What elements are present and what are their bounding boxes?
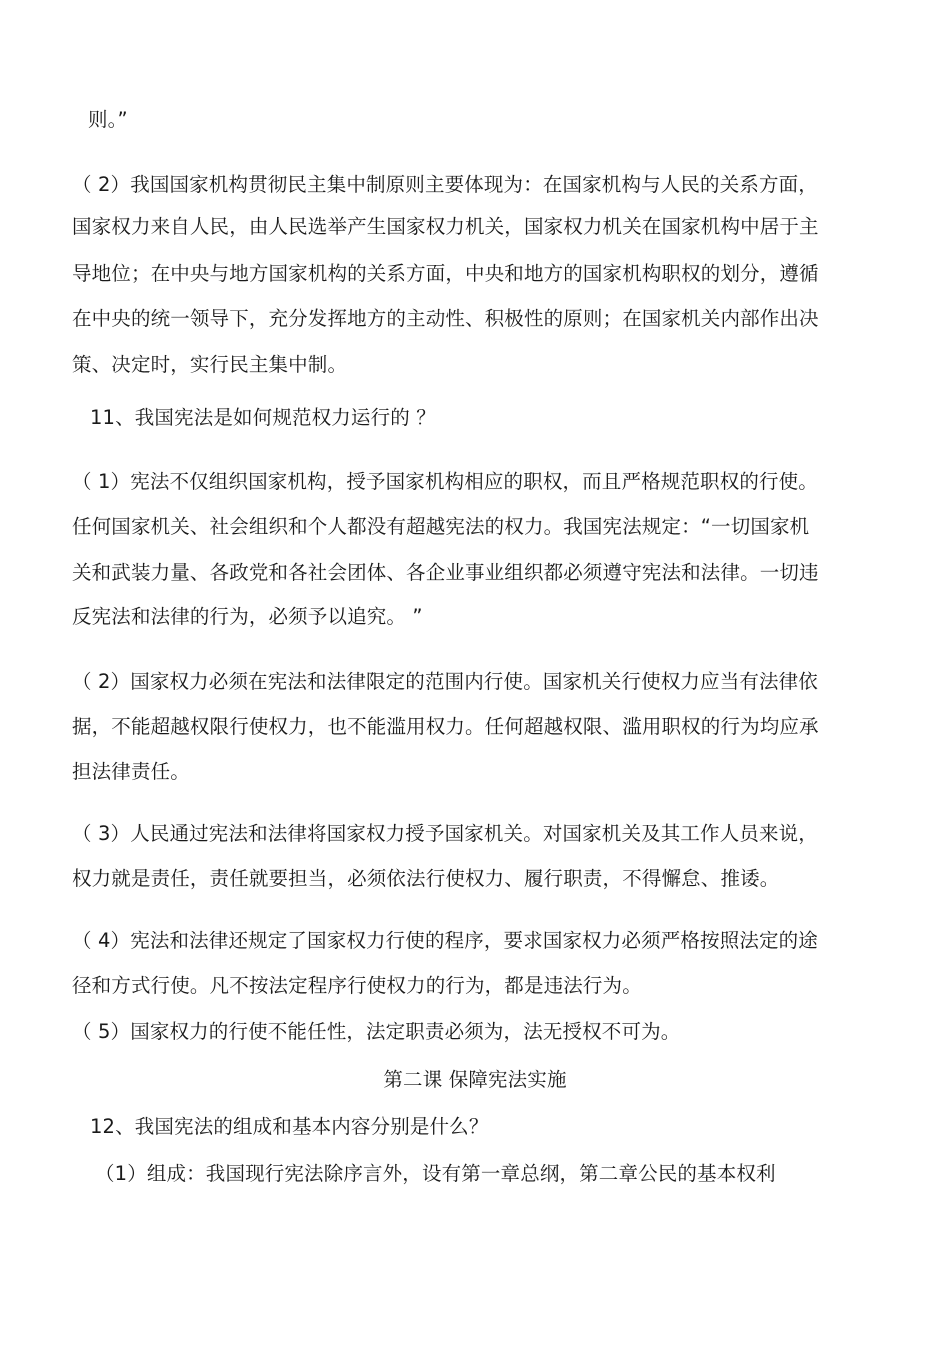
text-line: 任何国家机关、社会组织和个人都没有超越宪法的权力。我国宪法规定：“一切国家机: [72, 515, 810, 538]
text-line: 策、决定时，实行民主集中制。: [72, 353, 348, 376]
text-line: 国家权力来自人民，由人民选举产生国家权力机关，国家权力机关在国家机构中居于主: [72, 215, 819, 238]
text-line: （ 4）宪法和法律还规定了国家权力行使的程序，要求国家权力必须严格按照法定的途: [72, 929, 818, 952]
text-line: 反宪法和法律的行为，必须予以追究。 ”: [72, 605, 423, 628]
question-heading-11: 11、我国宪法是如何规范权力运行的 ？: [90, 406, 436, 429]
text-line: 径和方式行使。凡不按法定程序行使权力的行为，都是违法行为。: [72, 974, 642, 997]
text-line: （ 5）国家权力的行使不能任性，法定职责必须为，法无授权不可为。: [72, 1020, 681, 1043]
text-line: （ 1）宪法不仅组织国家机构，授予国家机构相应的职权，而且严格规范职权的行使。: [72, 470, 818, 493]
question-heading-12: 12、我国宪法的组成和基本内容分别是什么？: [90, 1115, 489, 1138]
text-line: 据，不能超越权限行使权力，也不能滥用权力。任何超越权限、滥用职权的行为均应承: [72, 715, 819, 738]
text-line: 在中央的统一领导下，充分发挥地方的主动性、积极性的原则；在国家机关内部作出决: [72, 307, 819, 330]
text-line: （ 2）我国国家机构贯彻民主集中制原则主要体现为：在国家机构与人民的关系方面，: [72, 173, 818, 196]
text-line: （ 2）国家权力必须在宪法和法律限定的范围内行使。国家机关行使权力应当有法律依: [72, 670, 818, 693]
text-line-continuation: 则。”: [88, 108, 128, 131]
text-line: （1）组成：我国现行宪法除序言外，设有第一章总纲，第二章公民的基本权利: [95, 1162, 776, 1185]
lesson-title: 第二课 保障宪法实施: [383, 1068, 567, 1091]
text-line: 担法律责任。: [72, 760, 190, 783]
text-line: （ 3）人民通过宪法和法律将国家权力授予国家机关。对国家机关及其工作人员来说，: [72, 822, 818, 845]
text-line: 导地位；在中央与地方国家机构的关系方面，中央和地方的国家机构职权的划分，遵循: [72, 262, 819, 285]
text-line: 权力就是责任，责任就要担当，必须依法行使权力、履行职责，不得懈怠、推诿。: [72, 867, 780, 890]
text-line: 关和武装力量、各政党和各社会团体、各企业事业组织都必须遵守宪法和法律。一切违: [72, 561, 819, 584]
